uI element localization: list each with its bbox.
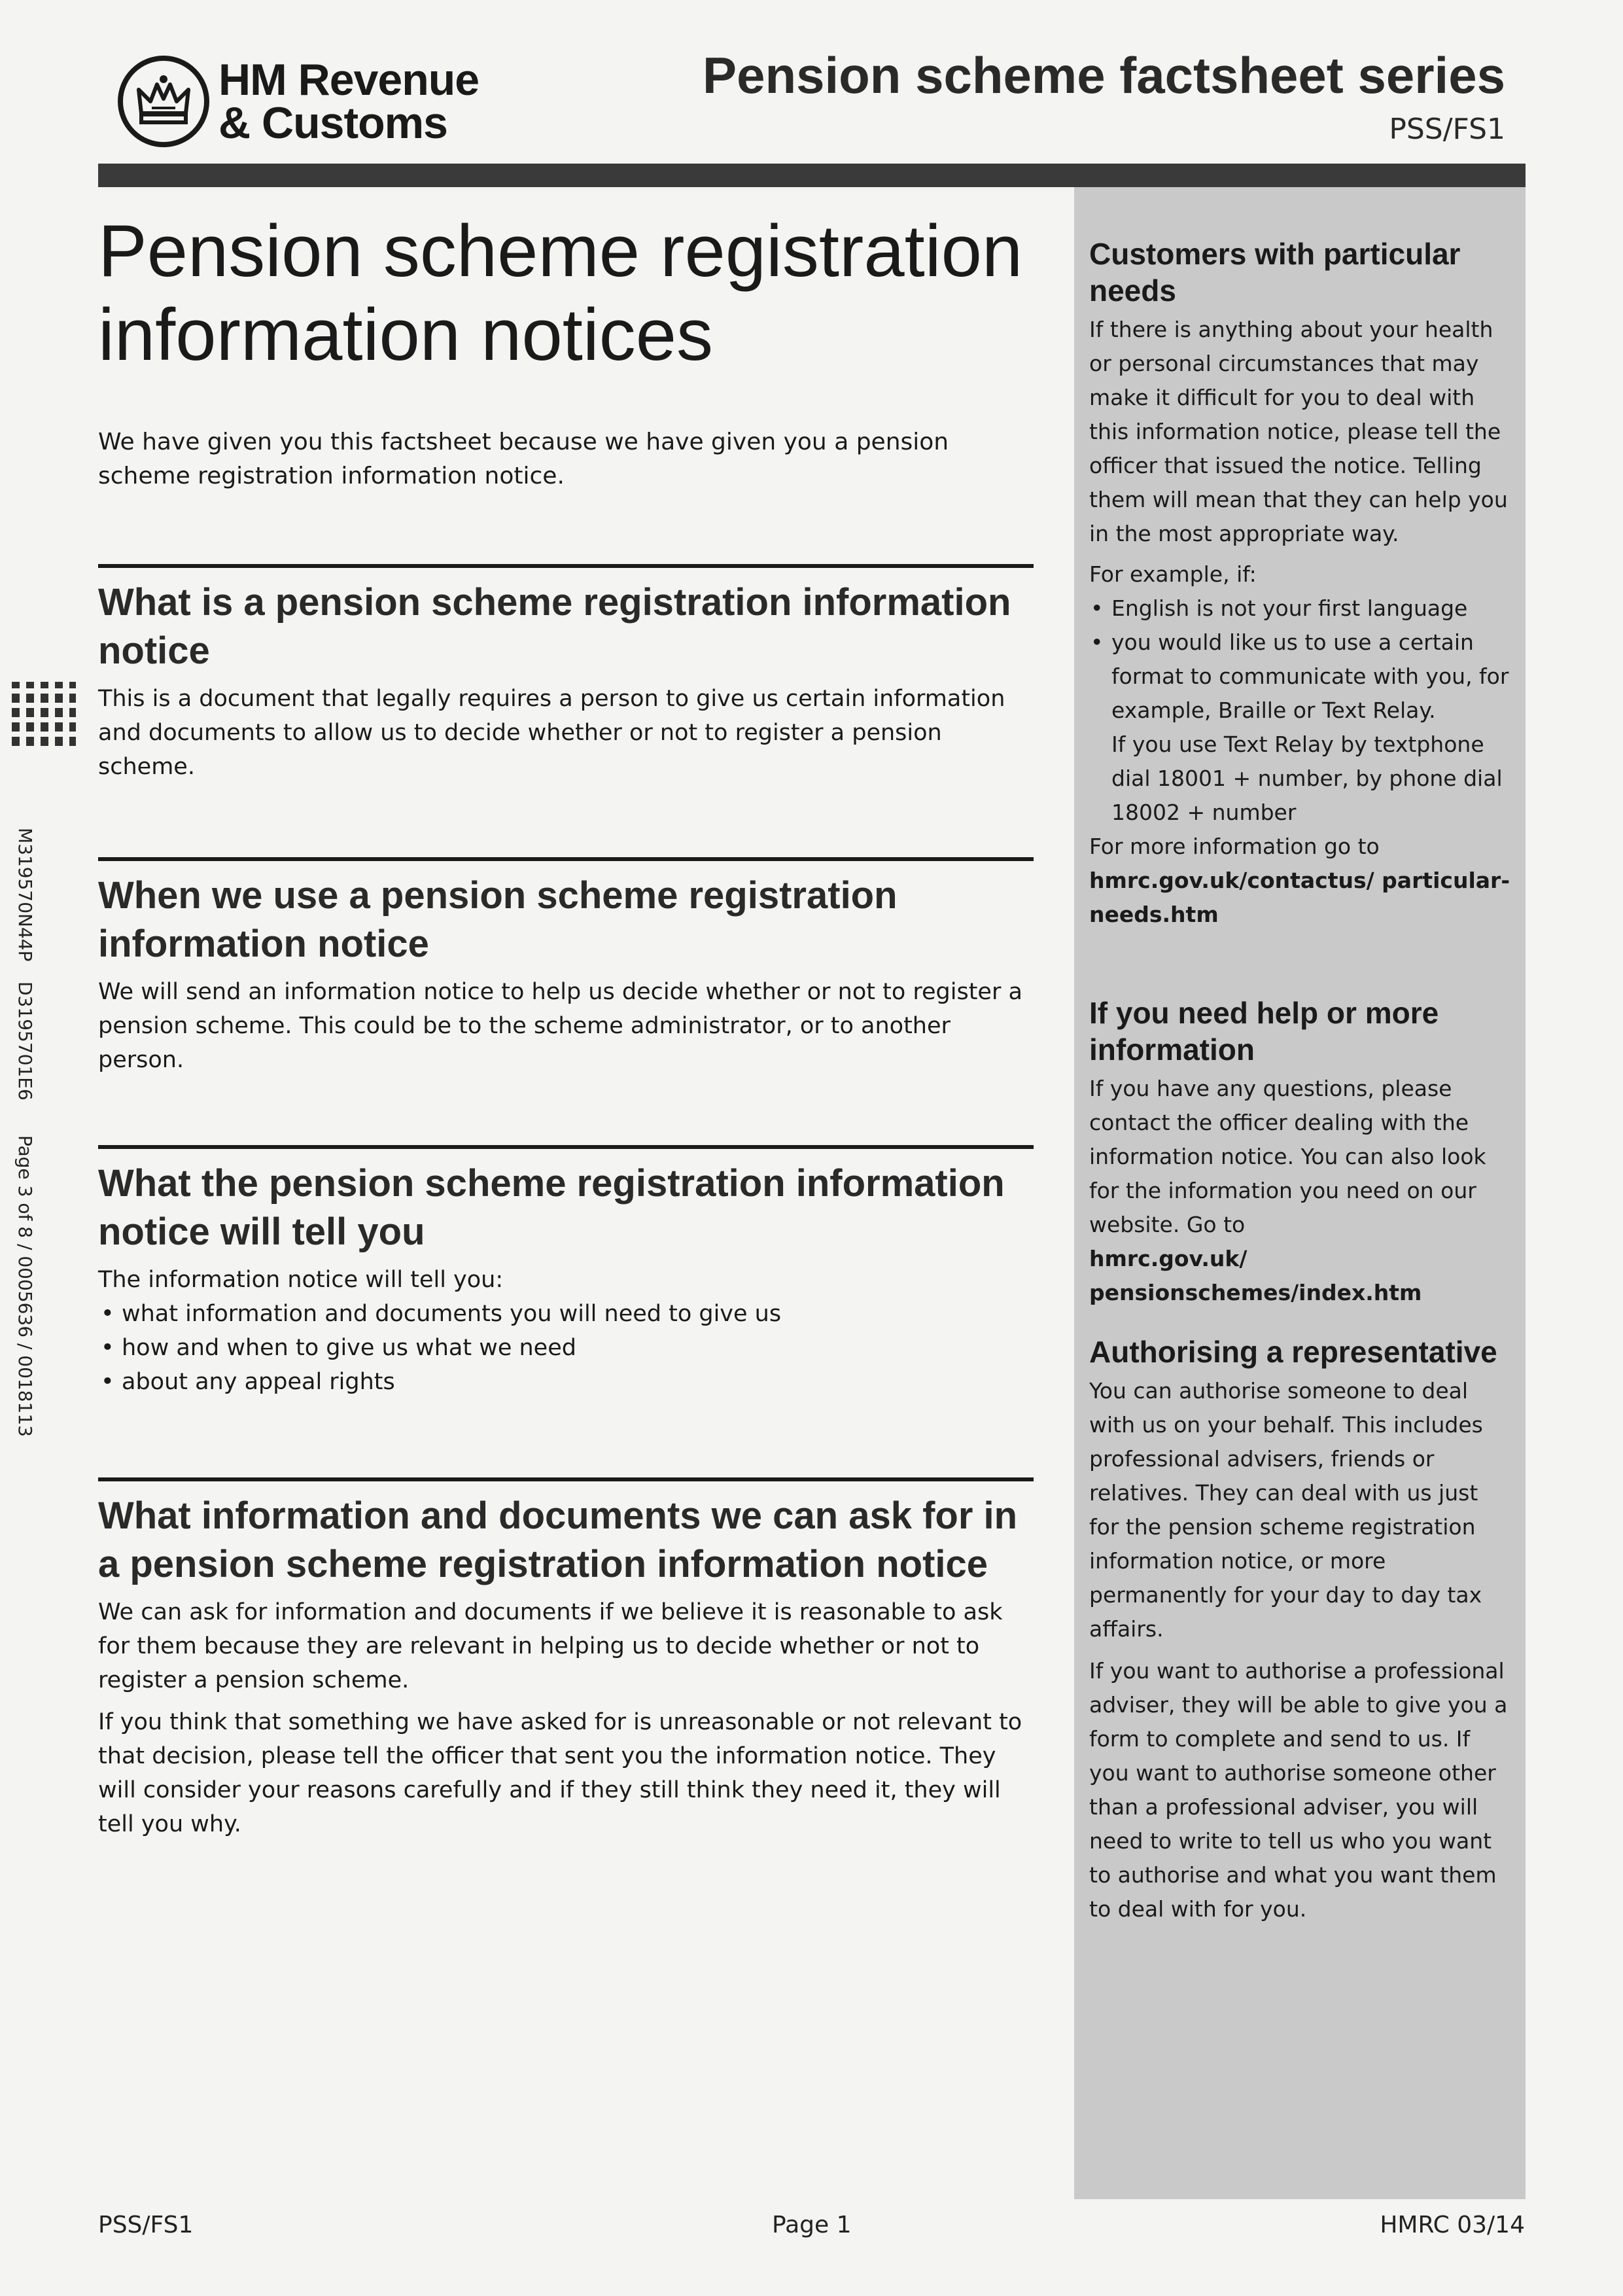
list-item: • how and when to give us what we need <box>98 1331 1040 1365</box>
footer-page-number: Page 1 <box>772 2212 852 2238</box>
sidebar-text: You can authorise someone to deal with us on your behalf. This includes professional advisers, friends or relatives. They can deal with us just for the pension scheme registration information notice, or more permanently for your day to day tax affairs. <box>1089 1378 1483 1642</box>
list-item-text: • you would like us to use a certain format to communicate with you, for example, Braille or Text Relay. <box>1111 629 1509 723</box>
section-rule <box>98 1145 1034 1149</box>
sidebar-particular-needs <box>1089 236 1514 932</box>
crown-crest-icon <box>118 56 209 147</box>
sidebar-heading: Authorising a representative <box>1089 1335 1497 1369</box>
section-rule <box>98 1477 1034 1481</box>
sidebar-text: If you want to authorise a professional adviser, they will be able to give you a form to complete and send to us. If you want to authorise someone other than a professional adviser, you will need to write to tell us who you want to authorise and what you want them to deal with for you. <box>1089 1658 1508 1922</box>
footer-left: PSS/FS1 <box>98 2212 194 2238</box>
sidebar-text: If you have any questions, please contact the officer dealing with the information notice. You can also look for the information you need on our website. Go to <box>1089 1076 1486 1237</box>
series-code: PSS/FS1 <box>1389 113 1505 146</box>
sidebar-text: For example, if: <box>1089 561 1257 587</box>
list-item: • about any appeal rights <box>98 1365 1040 1399</box>
section-rule <box>98 564 1034 568</box>
section-what-is <box>98 564 1040 784</box>
section-what-notice-tells <box>98 1145 1040 1399</box>
logo-text <box>218 55 480 148</box>
section-rule <box>98 857 1034 861</box>
sidebar-representative <box>1089 1333 1514 1926</box>
qr-code-icon <box>12 682 76 746</box>
logo-line-1: HM Revenue <box>218 55 480 105</box>
sidebar-heading: Customers with particular needs <box>1089 237 1461 308</box>
footer-right: HMRC 03/14 <box>1380 2212 1525 2238</box>
section-paragraph: We will send an information notice to help us decide whether or not to register a pension scheme. This could be to the scheme administrator, or to another person. <box>98 979 1022 1073</box>
list-item: • English is not your first language <box>1089 592 1514 626</box>
section-paragraph: This is a document that legally requires a person to give us certain information and documents to allow us to decide whether or not to register a pension scheme. <box>98 686 1005 780</box>
particular-needs-link[interactable]: hmrc.gov.uk/contactus/ particular-needs.htm <box>1089 868 1510 927</box>
sidebar-text: For more information go to <box>1089 834 1380 859</box>
section-heading: What information and documents we can ask for in a pension scheme registration information notice <box>98 1494 1018 1585</box>
margin-code-1: M319570N44P <box>14 828 36 962</box>
pension-schemes-link[interactable]: hmrc.gov.uk/ pensionschemes/index.htm <box>1089 1246 1422 1305</box>
series-title: Pension scheme factsheet series <box>703 46 1505 104</box>
section-paragraph: If you think that something we have asked for is unreasonable or not relevant to that decision, please tell the officer that sent you the information notice. They will consider your reasons carefully and if they still think they need it, they will tell you why. <box>98 1709 1022 1837</box>
bullet-list <box>98 1297 1040 1399</box>
page-title: Pension scheme registration information notices <box>98 210 1023 376</box>
section-when-used <box>98 857 1040 1077</box>
margin-code-2: D3195701E6 <box>14 981 36 1101</box>
sidebar-heading: If you need help or more information <box>1089 996 1439 1067</box>
section-paragraph: The information notice will tell you: <box>98 1267 504 1293</box>
section-heading: What the pension scheme registration information notice will tell you <box>98 1162 1005 1253</box>
intro-text: We have given you this factsheet because we have given you a pension scheme registration information notice. <box>98 429 949 489</box>
list-item-text: If you use Text Relay by textphone dial 18001 + number, by phone dial 18002 + number <box>1111 732 1503 825</box>
list-item <box>1089 626 1514 830</box>
header-rule <box>98 164 1526 187</box>
section-what-can-ask <box>98 1477 1040 1841</box>
sidebar-bullet-list <box>1089 592 1514 830</box>
sidebar-help <box>1089 995 1514 1310</box>
hmrc-logo <box>118 56 479 147</box>
logo-line-2: & Customs <box>218 98 447 148</box>
list-item: • what information and documents you will need to give us <box>98 1297 1040 1331</box>
section-heading: What is a pension scheme registration information notice <box>98 581 1011 672</box>
main-column <box>98 209 1040 1841</box>
section-heading: When we use a pension scheme registration information notice <box>98 874 898 965</box>
sidebar-text: If there is anything about your health or personal circumstances that may make it difficult for you to deal with this information notice, please tell the officer that issued the notice. Telling them will mean that they can help you in the most appropriate way. <box>1089 317 1508 546</box>
margin-code-3: Page 3 of 8 / 0005636 / 0018113 <box>14 1135 36 1437</box>
section-paragraph: We can ask for information and documents if we believe it is reasonable to ask for them because they are relevant in helping us to decide whether or not to register a pension scheme. <box>98 1599 1003 1693</box>
